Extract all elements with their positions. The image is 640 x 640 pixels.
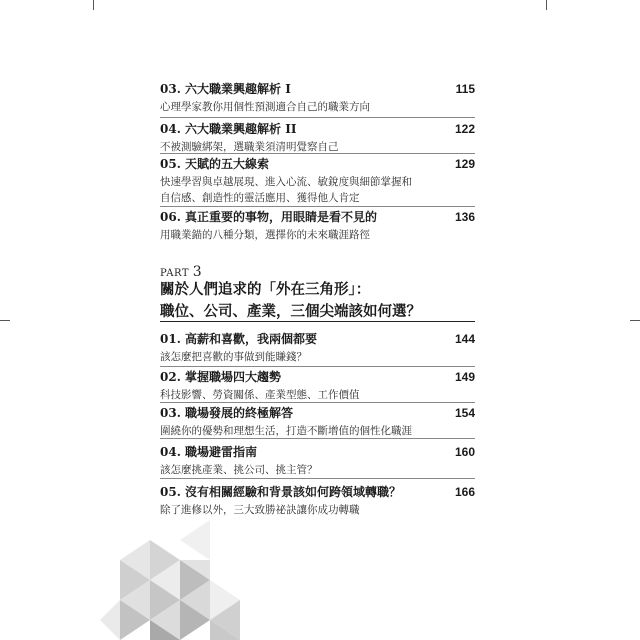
divider [160,438,475,439]
part-label [160,264,202,280]
toc-entry[interactable] [160,332,475,365]
toc-entry-title: 04. 六大職業興趣解析 II [160,122,297,136]
toc-entry-title: 01. 高薪和喜歡，我兩個都要 [160,332,318,346]
toc-entry-subtitle: 心理學家教你用個性預測適合自己的職業方向 [160,101,370,113]
crop-mark [546,0,547,10]
part-title [160,279,480,323]
toc-entry-subtitle: 用職業錨的八種分類，選擇你的未來職涯路徑 [160,229,370,241]
toc-entry-subtitle: 科技影響、勞資關係、產業型態、工作價值 [160,389,360,401]
toc-entry[interactable] [160,445,475,478]
divider [160,206,475,207]
toc-entry[interactable] [160,210,475,243]
part-title-line: 職位、公司、產業，三個尖端該如何選？ [160,303,421,320]
toc-entry-page: 115 [455,82,475,96]
toc-entry-page: 166 [454,485,475,499]
toc-entry-page: 136 [454,210,475,224]
toc-entry[interactable] [160,122,475,155]
toc-entry[interactable] [160,82,475,115]
toc-entry-title: 05. 沒有相關經驗和背景該如何跨領域轉職？ [160,485,402,499]
crop-mark [93,0,94,10]
toc-entry-title: 02. 掌握職場四大趨勢 [160,370,282,384]
part-title-line: 關於人們追求的「外在三角形」： [160,281,371,298]
toc-entry-page: 144 [454,332,475,346]
toc-entry[interactable] [160,370,475,403]
toc-entry-subtitle: 不被測驗綁架，選職業須清明覺察自己 [160,141,339,153]
toc-entry[interactable] [160,406,475,439]
toc-entry-subtitle: 圍繞你的優勢和理想生活，打造不斷增值的個性化職涯 [160,425,412,437]
toc-entry-title: 05. 天賦的五大線索 [160,157,270,171]
divider [160,153,475,154]
divider [160,478,475,479]
toc-entry-title: 03. 職場發展的終極解答 [160,406,294,420]
toc-entry-subtitle: 自信感、創造性的靈活應用、獲得他人肯定 [160,192,360,204]
crop-mark [630,320,640,321]
toc-entry-page: 122 [454,122,475,136]
toc-entry-page: 129 [454,157,475,171]
divider [160,402,475,403]
toc-entry-title: 03. 六大職業興趣解析 I [160,82,291,96]
divider [160,366,475,367]
toc-entry-page: 149 [454,370,475,384]
part-number: 3 [192,264,203,280]
toc-entry-subtitle: 快速學習與卓越展現、進入心流、敏銳度與細節掌握和 [160,176,412,188]
toc-entry-page: 154 [454,406,475,420]
part-label-text: PART [160,268,190,279]
toc-entry[interactable] [160,485,475,518]
divider [160,117,475,118]
toc-entry-subtitle: 該怎麼挑產業、挑公司、挑主管？ [160,464,318,476]
toc-entry-title: 04. 職場避雷指南 [160,445,258,459]
toc-entry[interactable] [160,157,475,206]
crop-mark [0,320,10,321]
toc-entry-subtitle: 該怎麼把喜歡的事做到能賺錢？ [160,351,307,363]
toc-entry-subtitle: 除了進修以外，三大致勝祕訣讓你成功轉職 [160,504,360,516]
triangle-pattern-decoration [100,520,250,640]
toc-entry-page: 160 [454,445,475,459]
toc-entry-title: 06. 真正重要的事物，用眼睛是看不見的 [160,210,378,224]
part-divider [160,321,475,322]
